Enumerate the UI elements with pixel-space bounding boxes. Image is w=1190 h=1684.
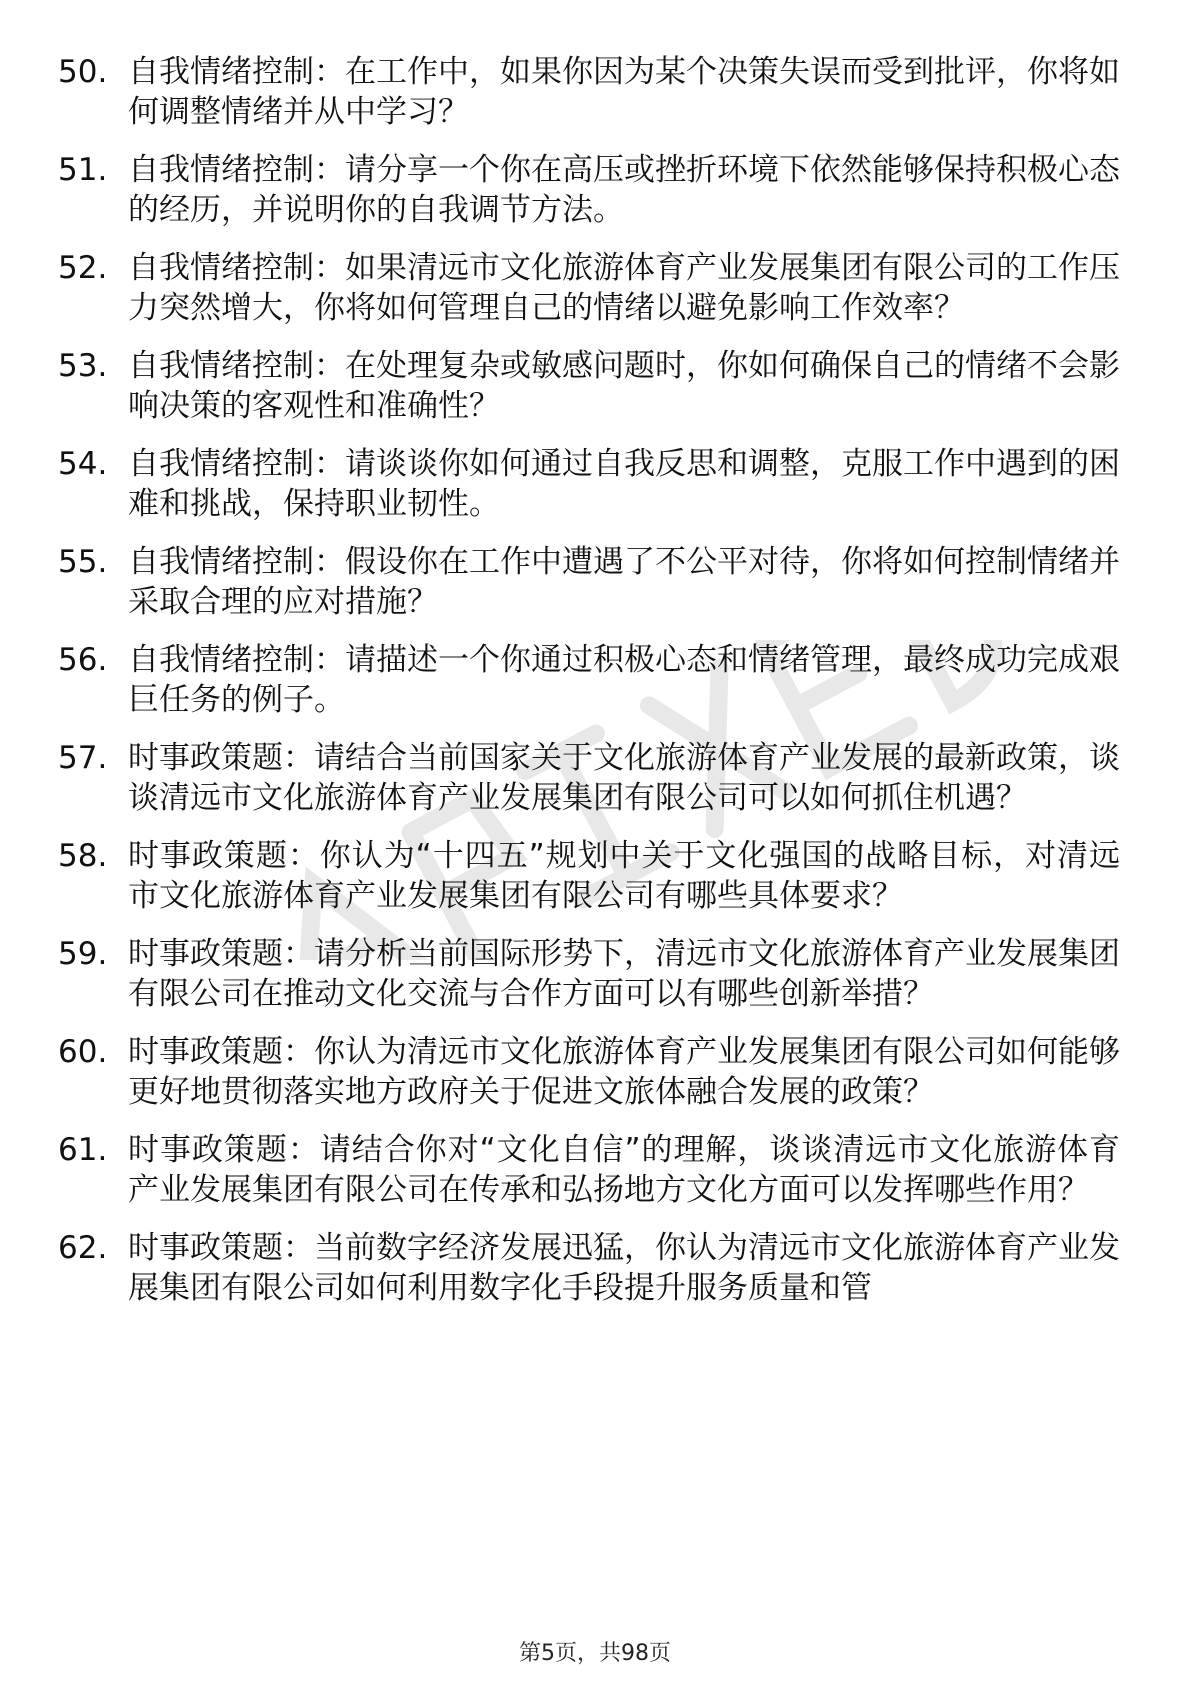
list-item xyxy=(58,738,1120,818)
question-number: 60. xyxy=(58,1034,108,1070)
question-text: 自我情绪控制：假设你在工作中遭遇了不公平对待，你将如何控制情绪并采取合理的应对措施？ xyxy=(128,544,1120,620)
list-item xyxy=(58,150,1120,230)
list-item xyxy=(58,1228,1120,1308)
question-list xyxy=(58,52,1120,1326)
question-number: 50. xyxy=(58,54,108,90)
list-item xyxy=(58,640,1120,720)
question-text: 自我情绪控制：在处理复杂或敏感问题时，你如何确保自己的情绪不会影响决策的客观性和准确性？ xyxy=(128,348,1120,424)
list-item xyxy=(58,346,1120,426)
question-number: 55. xyxy=(58,544,108,580)
question-number: 59. xyxy=(58,936,108,972)
list-item xyxy=(58,1130,1120,1210)
question-number: 62. xyxy=(58,1230,108,1266)
question-text: 时事政策题：你认为清远市文化旅游体育产业发展集团有限公司如何能够更好地贯彻落实地方政府关于促进文旅体融合发展的政策？ xyxy=(128,1034,1120,1110)
question-text: 自我情绪控制：如果清远市文化旅游体育产业发展集团有限公司的工作压力突然增大，你将如何管理自己的情绪以避免影响工作效率？ xyxy=(128,250,1120,326)
question-text: 时事政策题：请结合当前国家关于文化旅游体育产业发展的最新政策，谈谈清远市文化旅游体育产业发展集团有限公司可以如何抓住机遇？ xyxy=(128,740,1120,816)
question-number: 58. xyxy=(58,838,108,874)
question-text: 自我情绪控制：请分享一个你在高压或挫折环境下依然能够保持积极心态的经历，并说明你的自我调节方法。 xyxy=(128,152,1120,228)
question-number: 57. xyxy=(58,740,108,776)
page-footer xyxy=(0,1640,1190,1668)
question-text: 自我情绪控制：请谈谈你如何通过自我反思和调整，克服工作中遇到的困难和挑战，保持职业韧性。 xyxy=(128,446,1120,522)
question-text: 时事政策题：当前数字经济发展迅猛，你认为清远市文化旅游体育产业发展集团有限公司如何利用数字化手段提升服务质量和管 xyxy=(128,1230,1120,1306)
question-number: 56. xyxy=(58,642,108,678)
question-text: 自我情绪控制：请描述一个你通过积极心态和情绪管理，最终成功完成艰巨任务的例子。 xyxy=(128,642,1120,718)
list-item xyxy=(58,248,1120,328)
question-number: 54. xyxy=(58,446,108,482)
list-item xyxy=(58,52,1120,132)
question-number: 51. xyxy=(58,152,108,188)
list-item xyxy=(58,542,1120,622)
question-text: 时事政策题：请结合你对“文化自信”的理解，谈谈清远市文化旅游体育产业发展集团有限公司在传承和弘扬地方文化方面可以发挥哪些作用？ xyxy=(128,1132,1120,1208)
question-text: 时事政策题：请分析当前国际形势下，清远市文化旅游体育产业发展集团有限公司在推动文化交流与合作方面可以有哪些创新举措？ xyxy=(128,936,1120,1012)
list-item xyxy=(58,836,1120,916)
question-text: 时事政策题：你认为“十四五”规划中关于文化强国的战略目标，对清远市文化旅游体育产业发展集团有限公司有哪些具体要求？ xyxy=(128,838,1120,914)
page-number-label: 第5页，共98页 xyxy=(519,1641,671,1666)
list-item xyxy=(58,1032,1120,1112)
question-number: 61. xyxy=(58,1132,108,1168)
list-item xyxy=(58,934,1120,1014)
question-text: 自我情绪控制：在工作中，如果你因为某个决策失误而受到批评，你将如何调整情绪并从中学习？ xyxy=(128,54,1120,130)
list-item xyxy=(58,444,1120,524)
question-number: 53. xyxy=(58,348,108,384)
question-number: 52. xyxy=(58,250,108,286)
